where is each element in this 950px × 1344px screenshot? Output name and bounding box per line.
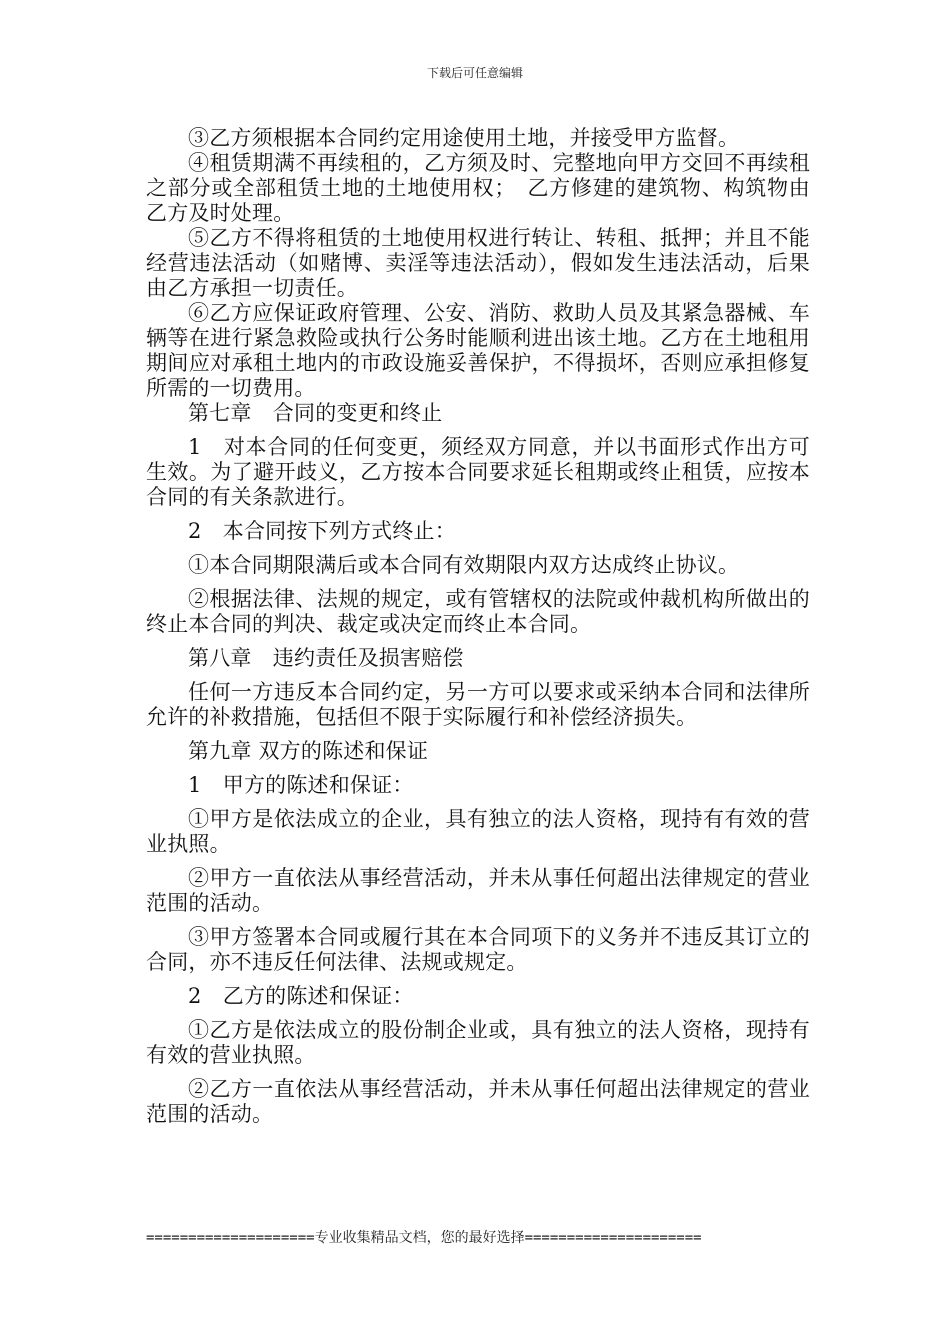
paragraph-party-a-3: ③甲方签署本合同或履行其在本合同项下的义务并不违反其订立的合同，亦不违反任何法律、法规或规定。 [146,925,810,974]
paragraph-termination-2: ②根据法律、法规的规定，或有管辖权的法院或仲裁机构所做出的终止本合同的判决、裁定或决定而终止本合同。 [146,587,810,636]
page-footer: ====================专业收集精品文档，您的最好选择===================== [146,1230,702,1246]
paragraph-clause-5: ⑤乙方不得将租赁的土地使用权进行转让、转租、抵押；并且不能经营违法活动（如赌博、卖淫等违法活动），假如发生违法活动，后果由乙方承担一切责任。 [146,226,810,300]
paragraph-party-a-1: ①甲方是依法成立的企业，具有独立的法人资格，现持有有效的营业执照。 [146,807,810,856]
chapter-7-heading: 第七章 合同的变更和终止 [188,401,443,425]
paragraph-party-a-heading: 1 甲方的陈述和保证： [188,773,414,797]
paragraph-termination-methods: 2 本合同按下列方式终止： [188,519,456,543]
chapter-9-heading: 第九章 双方的陈述和保证 [188,739,429,763]
paragraph-party-b-1: ①乙方是依法成立的股份制企业或，具有独立的法人资格，现持有有效的营业执照。 [146,1018,810,1067]
paragraph-clause-6: ⑥乙方应保证政府管理、公安、消防、救助人员及其紧急器械、车辆等在进行紧急救险或执行公务时能顺利进出该土地。乙方在土地租用期间应对承租土地内的市政设施妥善保护，不得损坏，否则应承担修复所需的一切费用。 [146,301,810,400]
paragraph-liability: 任何一方违反本合同约定，另一方可以要求或采纳本合同和法律所允许的补救措施，包括但不限于实际履行和补偿经济损失。 [146,680,810,729]
page-header: 下载后可任意编辑 [426,66,523,80]
paragraph-party-b-2: ②乙方一直依法从事经营活动，并未从事任何超出法律规定的营业范围的活动。 [146,1077,810,1126]
paragraph-termination-1: ①本合同期限满后或本合同有效期限内双方达成终止协议。 [188,553,740,577]
paragraph-party-b-heading: 2 乙方的陈述和保证： [188,984,414,1008]
paragraph-change-terms: 1 对本合同的任何变更，须经双方同意，并以书面形式作出方可生效。为了避开歧义，乙方按本合同要求延长租期或终止租赁，应按本合同的有关条款进行。 [146,435,810,509]
paragraph-clause-3: ③乙方须根据本合同约定用途使用土地，并接受甲方监督。 [188,126,740,150]
paragraph-clause-4: ④租赁期满不再续租的，乙方须及时、完整地向甲方交回不再续租之部分或全部租赁土地的土地使用权； 乙方修建的建筑物、构筑物由乙方及时处理。 [146,151,810,225]
paragraph-party-a-2: ②甲方一直依法从事经营活动，并未从事任何超出法律规定的营业范围的活动。 [146,866,810,915]
document-body [146,126,810,1127]
chapter-8-heading: 第八章 违约责任及损害赔偿 [188,646,464,670]
